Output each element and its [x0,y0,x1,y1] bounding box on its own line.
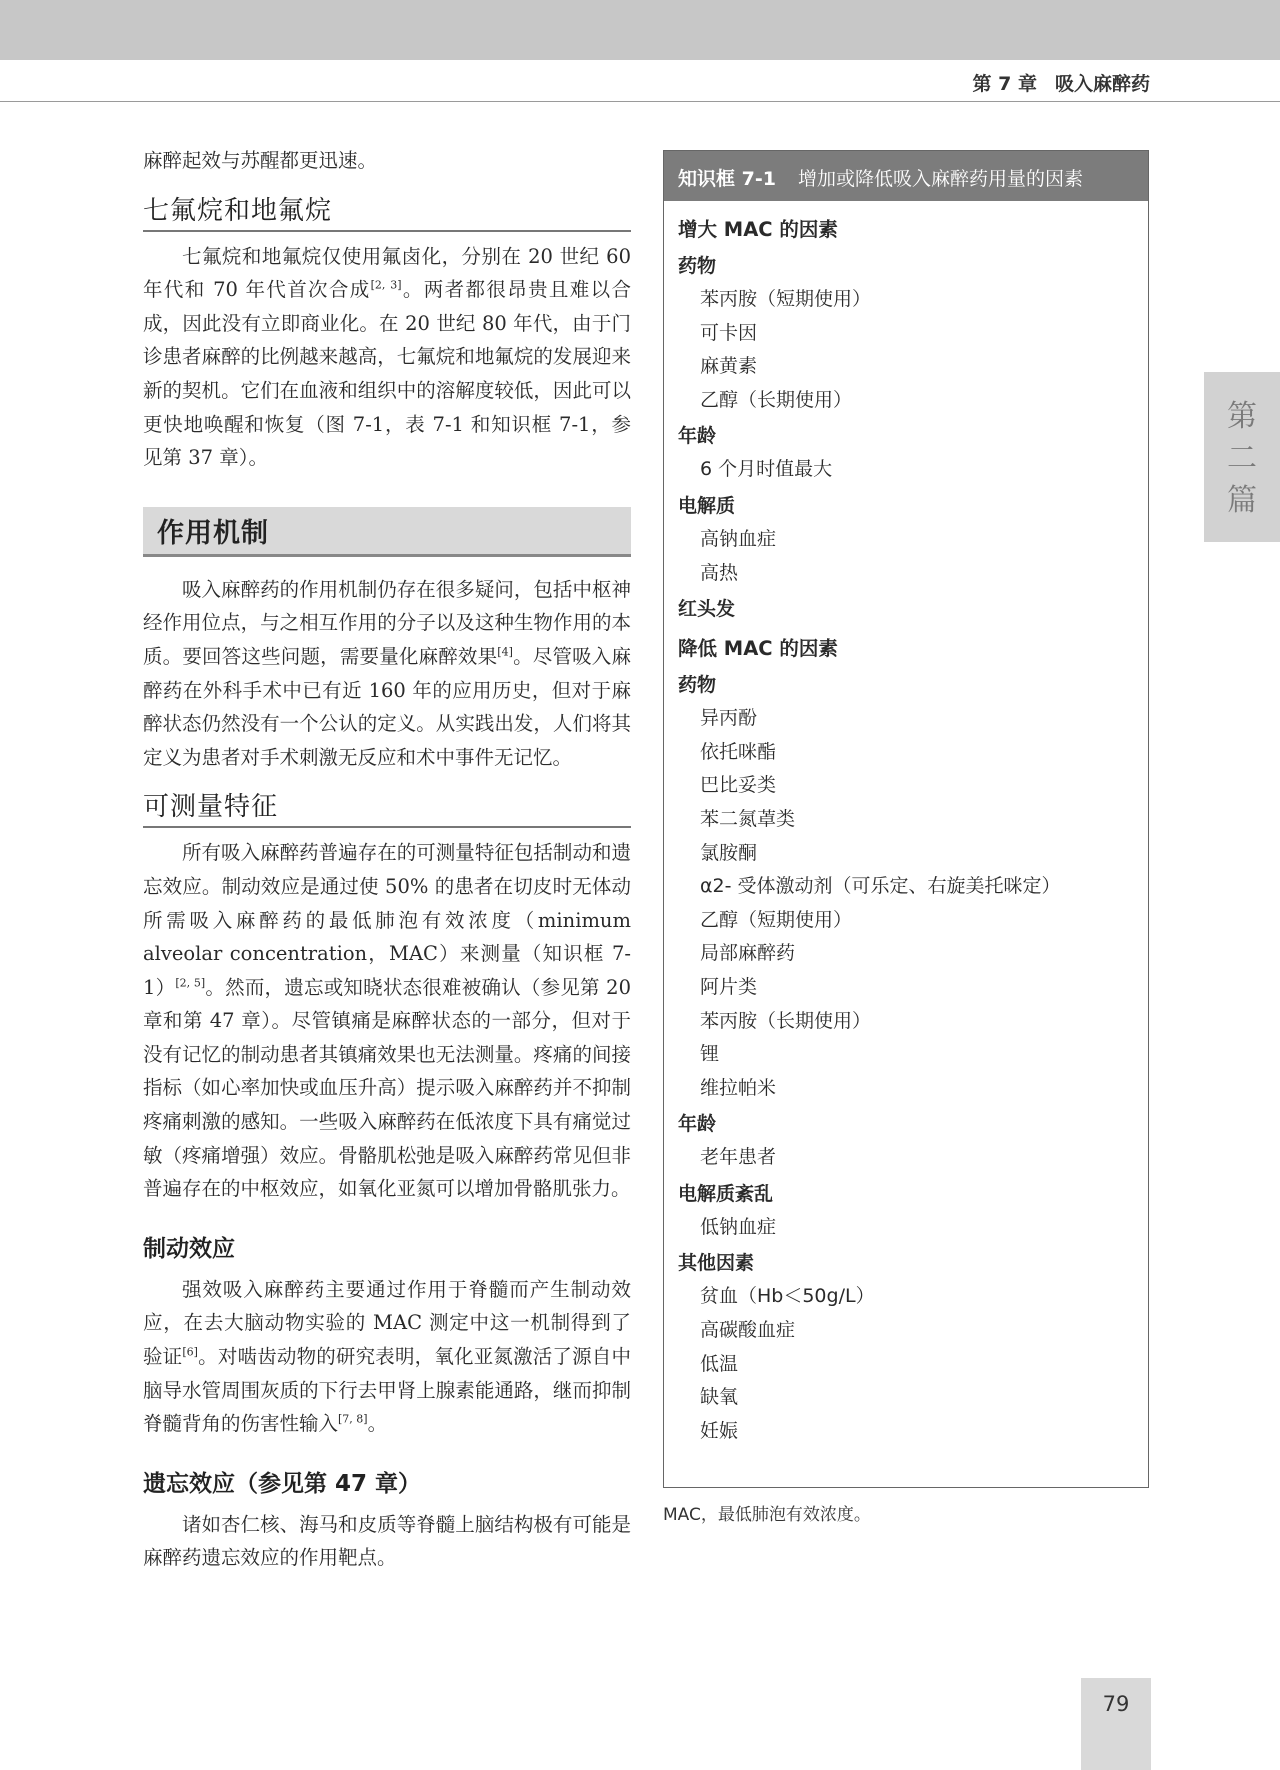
factor-item: 贫血（Hb＜50g/L） [700,1285,875,1308]
factor-item: 缺氧 [700,1386,739,1409]
factor-group-label: 红头发 [678,598,736,621]
factor-item: 阿片类 [700,975,758,998]
citation: [2, 3] [370,278,402,292]
factor-group-label: 其他因素 [678,1252,755,1275]
chapter-title: 吸入麻醉药 [1054,73,1150,95]
section-heading-sevoflurane: 七氟烷和地氟烷 [143,190,631,232]
intro-paragraph: 麻醉起效与苏醒都更迅速。 [143,149,378,172]
knowledge-box-number: 知识框 7-1 [678,168,776,190]
factor-item: 局部麻醉药 [700,942,796,965]
subheading-immobility: 制动效应 [143,1235,235,1262]
factor-item: 高钠血症 [700,527,777,550]
factor-item: α2- 受体激动剂（可乐定、右旋美托咪定） [700,875,1061,898]
factor-item: 6 个月时值最大 [700,458,833,481]
factor-item: 乙醇（长期使用） [700,388,853,411]
running-head [973,69,1150,96]
part-side-tab [1204,372,1280,542]
paragraph-amnesia: 诸如杏仁核、海马和皮质等脊髓上脑结构极有可能是麻醉药遗忘效应的作用靶点。 [143,1512,631,1570]
side-tab-char: 二 [1227,441,1257,476]
factor-item: 低温 [700,1352,739,1375]
factor-group-label: 年龄 [678,425,717,448]
factor-item: 异丙酚 [700,707,758,730]
factor-item: 氯胺酮 [700,841,758,864]
knowledge-box-footnote: MAC，最低肺泡有效浓度。 [663,1505,871,1525]
main-text-column [143,144,631,1575]
text-run: 七氟烷和地氟烷仅使用氟卤化，分别在 20 世纪 60 年代和 70 年代首次合成 [143,244,631,302]
increase-mac-groups [678,251,1134,624]
factor-item: 苯二氮䓬类 [700,807,796,830]
citation: [6] [182,1345,198,1359]
citation: [2, 5] [175,976,206,990]
factor-item: 苯丙胺（长期使用） [700,1009,872,1032]
factor-group-label: 电解质 [678,494,736,517]
side-tab-char: 第 [1227,399,1257,434]
decrease-mac-groups [678,670,1134,1448]
factor-item: 苯丙胺（短期使用） [700,288,872,310]
section-heading-mechanism: 作用机制 [143,507,631,557]
knowledge-box [663,150,1149,1488]
factor-item: 低钠血症 [700,1215,777,1238]
top-band [0,0,1280,60]
factor-item: 妊娠 [700,1419,739,1442]
factor-item: 麻黄素 [700,355,758,378]
factor-item: 维拉帕米 [700,1076,777,1099]
text-run: 。两者都很昂贵且难以合成，因此没有立即商业化。在 20 世纪 80 年代，由于门诊患者麻醉的比例越来越高，七氟烷和地氟烷的发展迎来新的契机。它们在血液和组织中的溶解度较低，因此可以更快地唤醒和恢复（图 7-1，表 7-1 和知识框 7-1，参见第 37 章）。 [143,278,631,470]
factor-item: 高热 [700,561,739,584]
factor-item: 可卡因 [700,321,758,344]
side-tab-char: 篇 [1227,483,1257,518]
text-run: 所有吸入麻醉药普遍存在的可测量特征包括制动和遗忘效应。制动效应是通过使 50% 的患者在切皮时无体动所需吸入麻醉药的最低肺泡有效浓度（minimum alveolar concentration，MAC）来测量（知识框 7-1） [143,841,631,999]
knowledge-box-title: 增加或降低吸入麻醉药用量的因素 [797,168,1083,190]
factor-item: 乙醇（短期使用） [700,908,853,931]
page-number: 79 [1102,1692,1130,1716]
paragraph-measurable [143,836,631,1206]
paragraph-mechanism [143,573,631,775]
text-run: 。然而，遗忘或知晓状态很难被确认（参见第 20 章和第 47 章）。尽管镇痛是麻醉状态的一部分，但对于没有记忆的制动患者其镇痛效果也无法测量。疼痛的间接指标（如心率加快或血压升高）提示吸入麻醉药并不抑制疼痛刺激的感知。一些吸入麻醉药在低浓度下具有痛觉过敏（疼痛增强）效应。骨骼肌松弛是吸入麻醉药常见但非普遍存在的中枢效应，如氧化亚氮可以增加骨骼肌张力。 [143,975,631,1201]
decrease-mac-heading: 降低 MAC 的因素 [678,637,838,661]
text-run: 。 [367,1412,388,1436]
section-heading-measurable: 可测量特征 [143,786,631,828]
text-run: 吸入麻醉药的作用机制仍存在很多疑问，包括中枢神经作用位点，与之相互作用的分子以及这种生物作用的本质。要回答这些问题，需要量化麻醉效果 [143,577,631,668]
citation: [7, 8] [338,1412,368,1426]
factor-item: 依托咪酯 [700,740,777,763]
knowledge-box-body [664,201,1148,1448]
factor-group-label: 药物 [678,255,717,277]
knowledge-box-header [664,151,1148,201]
citation: [4] [497,645,513,659]
factor-item: 老年患者 [700,1146,777,1169]
paragraph-sevoflurane [143,240,631,475]
factor-item: 锂 [700,1043,720,1066]
text-run: 强效吸入麻醉药主要通过作用于脊髓而产生制动效应，在去大脑动物实验的 MAC 测定中这一机制得到了验证 [143,1277,631,1369]
factor-group-label: 药物 [678,674,717,697]
factor-item: 高碳酸血症 [700,1319,796,1342]
header-rule [0,101,1280,102]
factor-group-label: 年龄 [678,1113,717,1136]
factor-item: 巴比妥类 [700,774,777,797]
increase-mac-heading: 增大 MAC 的因素 [678,218,838,241]
text-run: 。对啮齿动物的研究表明，氧化亚氮激活了源自中脑导水管周围灰质的下行去甲肾上腺素能通路，继而抑制脊髓背角的伤害性输入 [143,1345,631,1436]
chapter-number: 第 7 章 [972,73,1037,95]
factor-group-label: 电解质紊乱 [678,1182,774,1205]
paragraph-immobility [143,1273,631,1441]
subheading-amnesia: 遗忘效应（参见第 47 章） [143,1470,422,1497]
text-run: 。尽管吸入麻醉药在外科手术中已有近 160 年的应用历史，但对于麻醉状态仍然没有一个公认的定义。从实践出发，人们将其定义为患者对手术刺激无反应和术中事件无记忆。 [143,644,631,769]
